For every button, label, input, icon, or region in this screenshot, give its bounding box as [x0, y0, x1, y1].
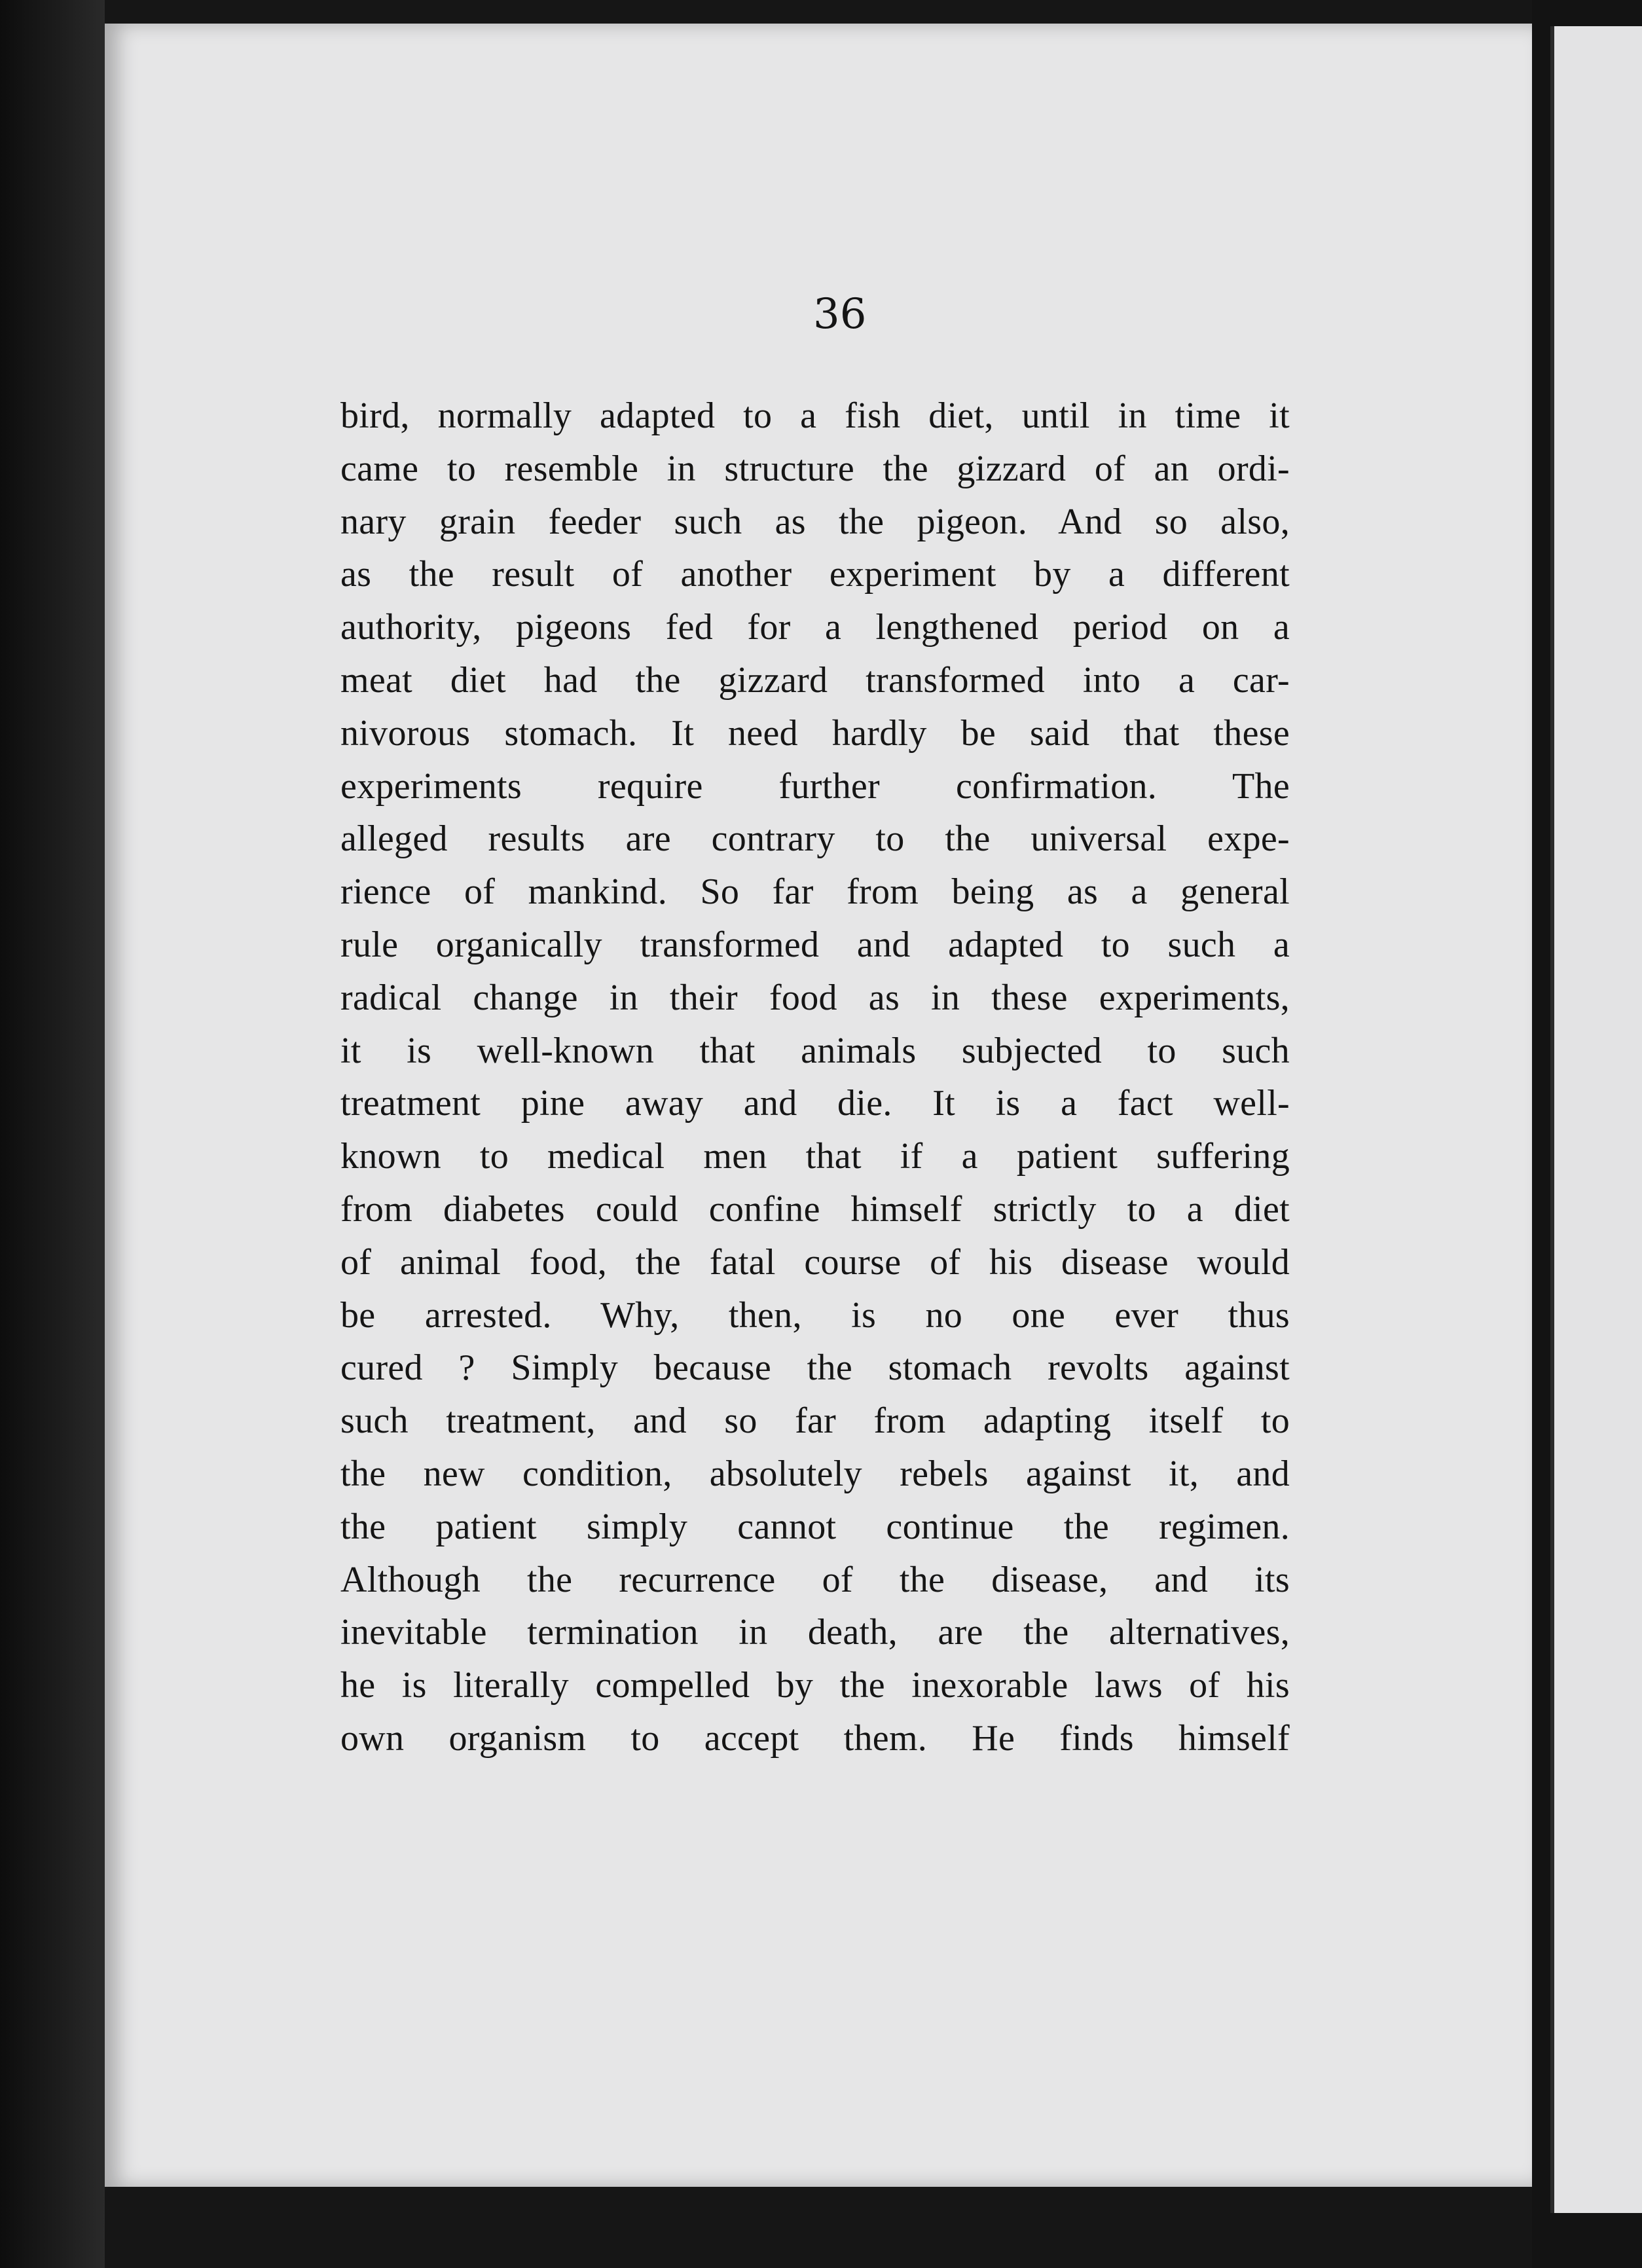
- text-line: own organism to accept them. He finds himself: [340, 1717, 1290, 1759]
- text-line: the patient simply cannot continue the regimen.: [340, 1506, 1290, 1547]
- text-line: came to resemble in structure the gizzard of an ordi-: [340, 448, 1290, 489]
- text-line: Although the recurrence of the disease, and its: [340, 1559, 1290, 1600]
- text-line: he is literally compelled by the inexorable laws of his: [340, 1665, 1290, 1706]
- text-line: meat diet had the gizzard transformed into a car-: [340, 659, 1290, 701]
- text-line: authority, pigeons fed for a lengthened period on a: [340, 607, 1290, 648]
- text-line: radical change in their food as in these experiments,: [340, 977, 1290, 1018]
- text-line: be arrested. Why, then, is no one ever thus: [340, 1294, 1290, 1336]
- page-number: 36: [813, 290, 867, 338]
- text-line: the new condition, absolutely rebels against it, and: [340, 1453, 1290, 1494]
- text-line: as the result of another experiment by a different: [340, 554, 1290, 595]
- text-line: treatment pine away and die. It is a fact well-: [340, 1083, 1290, 1124]
- text-line: experiments require further confirmation. The: [340, 765, 1290, 807]
- text-line: of animal food, the fatal course of his disease would: [340, 1241, 1290, 1283]
- text-line: known to medical men that if a patient suffering: [340, 1136, 1290, 1177]
- text-line: rience of mankind. So far from being as a general: [340, 871, 1290, 913]
- body-text: [340, 390, 1290, 1765]
- text-line: it is well-known that animals subjected to such: [340, 1030, 1290, 1071]
- text-line: inevitable termination in death, are the alternatives,: [340, 1612, 1290, 1653]
- text-line: bird, normally adapted to a fish diet, until in time it: [340, 395, 1290, 436]
- book-binding-edge: [0, 0, 105, 2268]
- text-line: rule organically transformed and adapted to such a: [340, 924, 1290, 965]
- text-line: such treatment, and so far from adapting itself to: [340, 1400, 1290, 1442]
- facing-page-edge: [1550, 26, 1642, 2213]
- text-line: from diabetes could confine himself strictly to a diet: [340, 1188, 1290, 1230]
- text-line: nivorous stomach. It need hardly be said that these: [340, 712, 1290, 754]
- text-line: nary grain feeder such as the pigeon. And so also,: [340, 501, 1290, 542]
- text-line: cured ? Simply because the stomach revolts against: [340, 1347, 1290, 1389]
- text-line: alleged results are contrary to the universal expe-: [340, 818, 1290, 860]
